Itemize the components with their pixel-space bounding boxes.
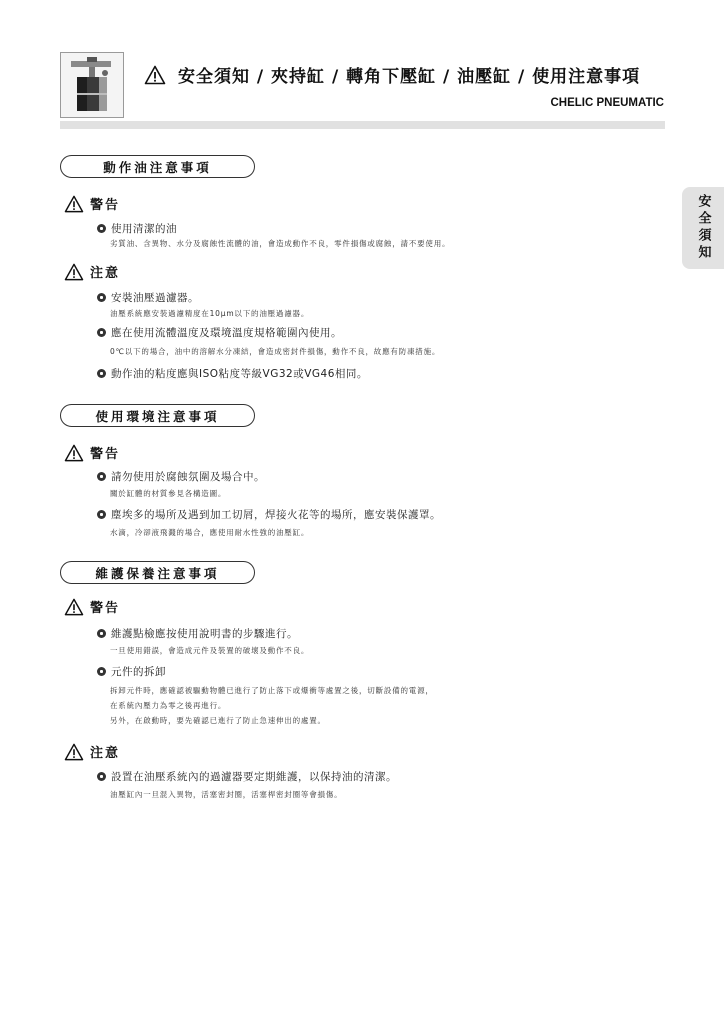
- section-title: 維護保養注意事項: [60, 561, 255, 584]
- warning-icon: [64, 598, 84, 616]
- warning-heading: 警告: [64, 443, 120, 462]
- product-thumbnail: [60, 52, 124, 118]
- list-item: 設置在油壓系統內的過濾器要定期維護，以保持油的清潔。: [97, 769, 397, 784]
- warning-heading: 警告: [64, 194, 120, 213]
- bullet-icon: [97, 369, 106, 378]
- warning-icon: [64, 263, 84, 281]
- warning-icon: [64, 743, 84, 761]
- section-title: 使用環境注意事項: [60, 404, 255, 427]
- item-description: 0℃以下的場合，油中的溶解水分凍結，會造成密封件損傷，動作不良，故應有防凍措施。: [110, 347, 441, 356]
- bullet-icon: [97, 667, 106, 676]
- side-tab-label: 安全須知: [695, 194, 711, 262]
- list-item: 使用清潔的油: [97, 221, 177, 236]
- item-description: 水滴，冷卻液飛濺的場合，應使用耐水性強的油壓缸。: [110, 528, 310, 537]
- item-description: 油壓缸內一旦混入異物，活塞密封圈，活塞桿密封圈等會損傷。: [110, 790, 343, 799]
- item-description: 另外，在啟動時，要先確認已進行了防止急速伸出的處置。: [110, 716, 326, 725]
- bullet-icon: [97, 629, 106, 638]
- page-header: [144, 62, 640, 87]
- bullet-icon: [97, 510, 106, 519]
- list-item: 元件的拆卸: [97, 664, 166, 679]
- bullet-icon: [97, 224, 106, 233]
- list-item: 維護點檢應按使用說明書的步驟進行。: [97, 626, 298, 641]
- header-divider: [60, 121, 665, 129]
- brand-name: CHELIC PNEUMATIC: [550, 97, 664, 109]
- item-description: 劣質油、含異物、水分及腐蝕性流體的油，會造成動作不良，零件損傷或腐蝕，請不要使用。: [110, 239, 451, 248]
- item-description: 在系統內壓力為零之後再進行。: [110, 701, 227, 710]
- bullet-icon: [97, 293, 106, 302]
- warning-icon: [144, 65, 166, 85]
- warning-icon: [64, 195, 84, 213]
- bullet-icon: [97, 328, 106, 337]
- caution-heading: 注意: [64, 742, 120, 761]
- list-item: 安裝油壓過濾器。: [97, 290, 199, 305]
- item-description: 關於缸體的材質參見各構造圖。: [110, 489, 227, 498]
- item-description: 拆卸元件時，應確認被驅動物體已進行了防止落下或爆衝等處置之後，切斷設備的電源，: [110, 686, 434, 695]
- page-title: 安全須知 / 夾持缸 / 轉角下壓缸 / 油壓缸 / 使用注意事項: [178, 67, 641, 87]
- item-description: 油壓系統應安裝過濾精度在10μm以下的油壓過濾器。: [110, 309, 310, 318]
- caution-heading: 注意: [64, 262, 120, 281]
- item-description: 一旦使用錯誤，會造成元件及裝置的破壞及動作不良。: [110, 646, 310, 655]
- side-tab-safety[interactable]: [682, 187, 724, 269]
- warning-icon: [64, 444, 84, 462]
- list-item: 應在使用流體溫度及環境溫度規格範圍內使用。: [97, 325, 342, 340]
- bullet-icon: [97, 472, 106, 481]
- list-item: 塵埃多的場所及遇到加工切屑，焊接火花等的場所，應安裝保護罩。: [97, 507, 441, 522]
- section-title: 動作油注意事項: [60, 155, 255, 178]
- list-item: 動作油的粘度應與ISO粘度等級VG32或VG46相同。: [97, 366, 368, 381]
- warning-heading: 警告: [64, 597, 120, 616]
- bullet-icon: [97, 772, 106, 781]
- list-item: 請勿使用於腐蝕氛圍及場合中。: [97, 469, 265, 484]
